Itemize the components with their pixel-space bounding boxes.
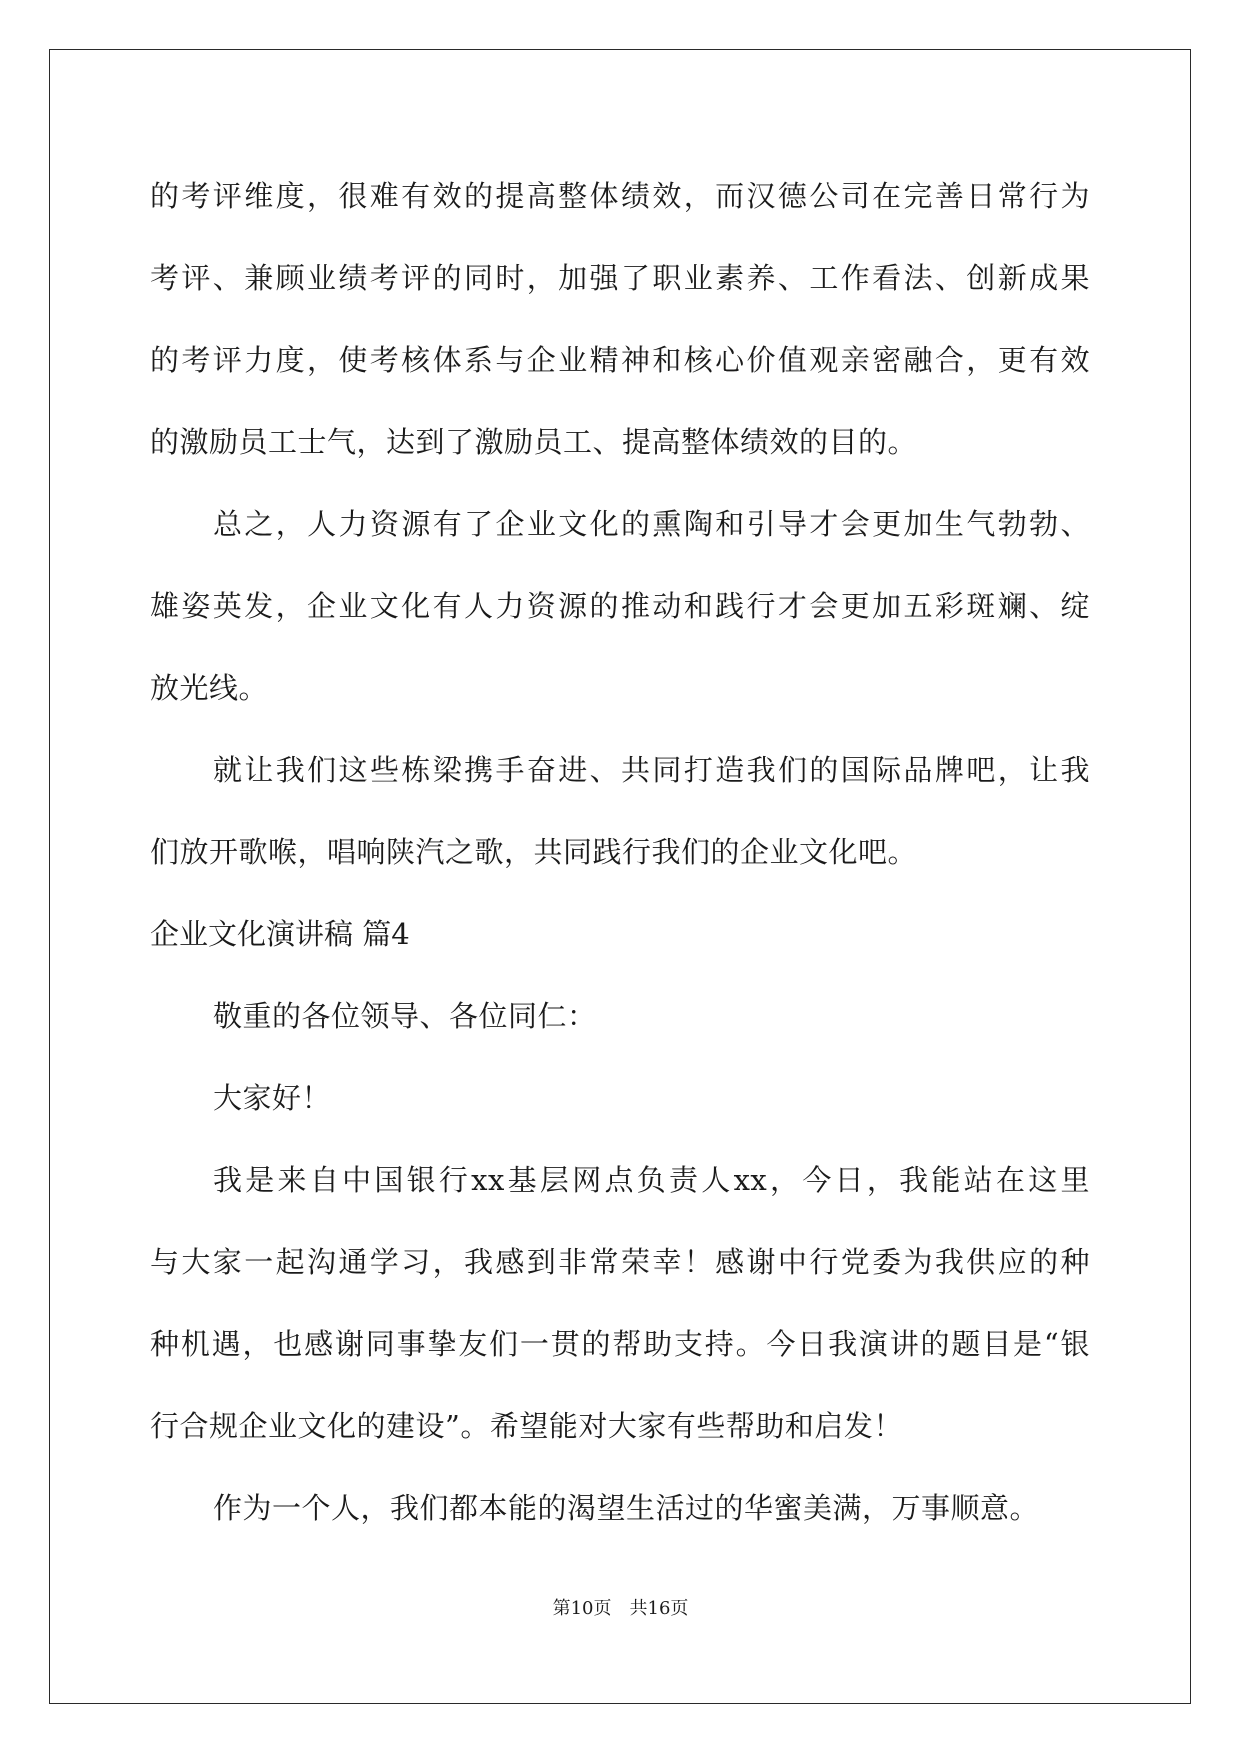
greeting: 大家好！ [213, 1081, 332, 1115]
text-line: 的考评维度，很难有效的提高整体绩效，而汉德公司在完善日常行为 [150, 179, 1090, 213]
document-body [150, 155, 1090, 1549]
page-number-footer: 第10页 共16页 [552, 1598, 689, 1619]
paragraph-intro [150, 1139, 1090, 1467]
text-line: 我是来自中国银行xx基层网点负责人xx，今日，我能站在这里 [213, 1163, 1090, 1197]
text-line: 考评、兼顾业绩考评的同时，加强了职业素养、工作看法、创新成果 [150, 261, 1090, 295]
salutation: 敬重的各位领导、各位同仁： [213, 999, 597, 1033]
text-line: 的激励员工士气，达到了激励员工、提高整体绩效的目的。 [150, 425, 918, 459]
text-line: 总之，人力资源有了企业文化的熏陶和引导才会更加生气勃勃、 [213, 507, 1090, 541]
text-line: 与大家一起沟通学习，我感到非常荣幸！感谢中行党委为我供应的种 [150, 1245, 1090, 1279]
section-heading: 企业文化演讲稿 篇4 [150, 917, 410, 951]
paragraph-last [150, 1467, 1090, 1549]
paragraph-summary [150, 483, 1090, 729]
text-line: 就让我们这些栋梁携手奋进、共同打造我们的国际品牌吧，让我 [213, 753, 1090, 787]
text-line: 作为一个人，我们都本能的渴望生活过的华蜜美满，万事顺意。 [213, 1491, 1040, 1525]
text-line: 雄姿英发，企业文化有人力资源的推动和践行才会更加五彩斑斓、绽 [150, 589, 1090, 623]
paragraph-continued [150, 155, 1090, 483]
paragraph-call [150, 729, 1090, 893]
text-line: 种机遇，也感谢同事挚友们一贯的帮助支持。今日我演讲的题目是“银 [150, 1327, 1090, 1361]
text-line: 们放开歌喉，唱响陕汽之歌，共同践行我们的企业文化吧。 [150, 835, 918, 869]
text-line: 的考评力度，使考核体系与企业精神和核心价值观亲密融合，更有效 [150, 343, 1090, 377]
text-line: 放光线。 [150, 671, 269, 705]
text-line: 行合规企业文化的建设”。希望能对大家有些帮助和启发！ [150, 1409, 903, 1443]
